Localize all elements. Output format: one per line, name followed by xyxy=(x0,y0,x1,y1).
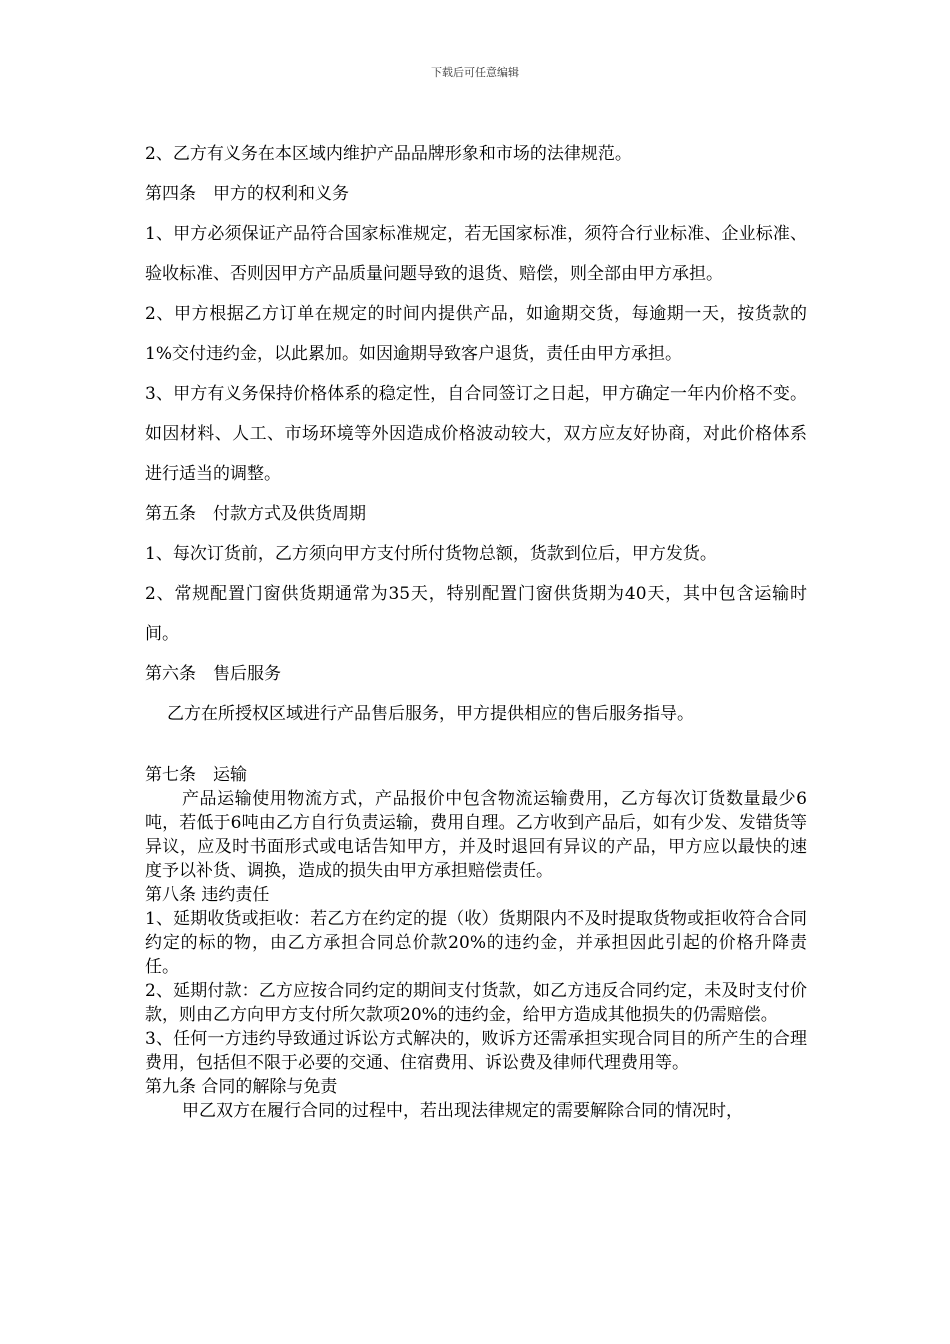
article-4-title: 第四条 甲方的权利和义务 xyxy=(145,184,349,204)
after-sales-line: 乙方在所授权区域进行产品售后服务，甲方提供相应的售后服务指导。 xyxy=(167,704,694,724)
paragraph-5-1-payment: 1、每次订货前，乙方须向甲方支付所付货物总额，货款到位后，甲方发货。 xyxy=(145,544,717,564)
tight-section xyxy=(145,763,807,1123)
article-5-title: 第五条 付款方式及供货周期 xyxy=(145,504,366,524)
article-8-item-3: 3、任何一方违约导致通过诉讼方式解决的，败诉方还需承担实现合同目的所产生的合理费用，包括但不限于必要的交通、住宿费用、诉讼费及律师代理费用等。 xyxy=(145,1029,807,1073)
paragraph-5-2-supply-period: 2、常规配置门窗供货期通常为35天，特别配置门窗供货期为40天，其中包含运输时间。 xyxy=(145,584,807,644)
article-7-body: 产品运输使用物流方式，产品报价中包含物流运输费用，乙方每次订货数量最少6吨，若低于6吨由乙方自行负责运输，费用自理。乙方收到产品后，如有少发、发错货等异议，应及时书面形式或电话告知甲方，并及时退回有异议的产品，甲方应以最快的速度予以补货、调换，造成的损失由甲方承担赔偿责任。 xyxy=(145,789,807,881)
article-9-title: 第九条 合同的解除与免责 xyxy=(145,1077,338,1097)
article-8-item-1: 1、延期收货或拒收：若乙方在约定的提（收）货期限内不及时提取货物或拒收符合合同约定的标的物，由乙方承担合同总价款20%的违约金，并承担因此引起的价格升降责任。 xyxy=(145,909,807,977)
page-header: 下载后可任意编辑 xyxy=(431,66,519,79)
paragraph-4-3-price: 3、甲方有义务保持价格体系的稳定性，自合同签订之日起，甲方确定一年内价格不变。如因材料、人工、市场环境等外因造成价格波动较大，双方应友好协商，对此价格体系进行适当的调整。 xyxy=(145,384,807,484)
paragraph-4-1-quality: 1、甲方必须保证产品符合国家标准规定，若无国家标准，须符合行业标准、企业标准、验收标准、否则因甲方产品质量问题导致的退货、赔偿，则全部由甲方承担。 xyxy=(145,224,807,284)
loose-section xyxy=(145,134,807,734)
article-7-title: 第七条 运输 xyxy=(145,765,247,785)
paragraph-4-2-delivery: 2、甲方根据乙方订单在规定的时间内提供产品，如逾期交货，每逾期一天，按货款的1%交付违约金，以此累加。如因逾期导致客户退货，责任由甲方承担。 xyxy=(145,304,807,364)
article-9-body: 甲乙双方在履行合同的过程中，若出现法律规定的需要解除合同的情况时， xyxy=(182,1101,743,1121)
article-8-item-2: 2、延期付款：乙方应按合同约定的期间支付货款，如乙方违反合同约定，未及时支付价款，则由乙方向甲方支付所欠款项20%的违约金，给甲方造成其他损失的仍需赔偿。 xyxy=(145,981,807,1025)
article-6-title: 第六条 售后服务 xyxy=(145,664,281,684)
article-8-title: 第八条 违约责任 xyxy=(145,885,270,905)
paragraph-2-brand-duty: 2、乙方有义务在本区域内维护产品品牌形象和市场的法律规范。 xyxy=(145,144,632,164)
